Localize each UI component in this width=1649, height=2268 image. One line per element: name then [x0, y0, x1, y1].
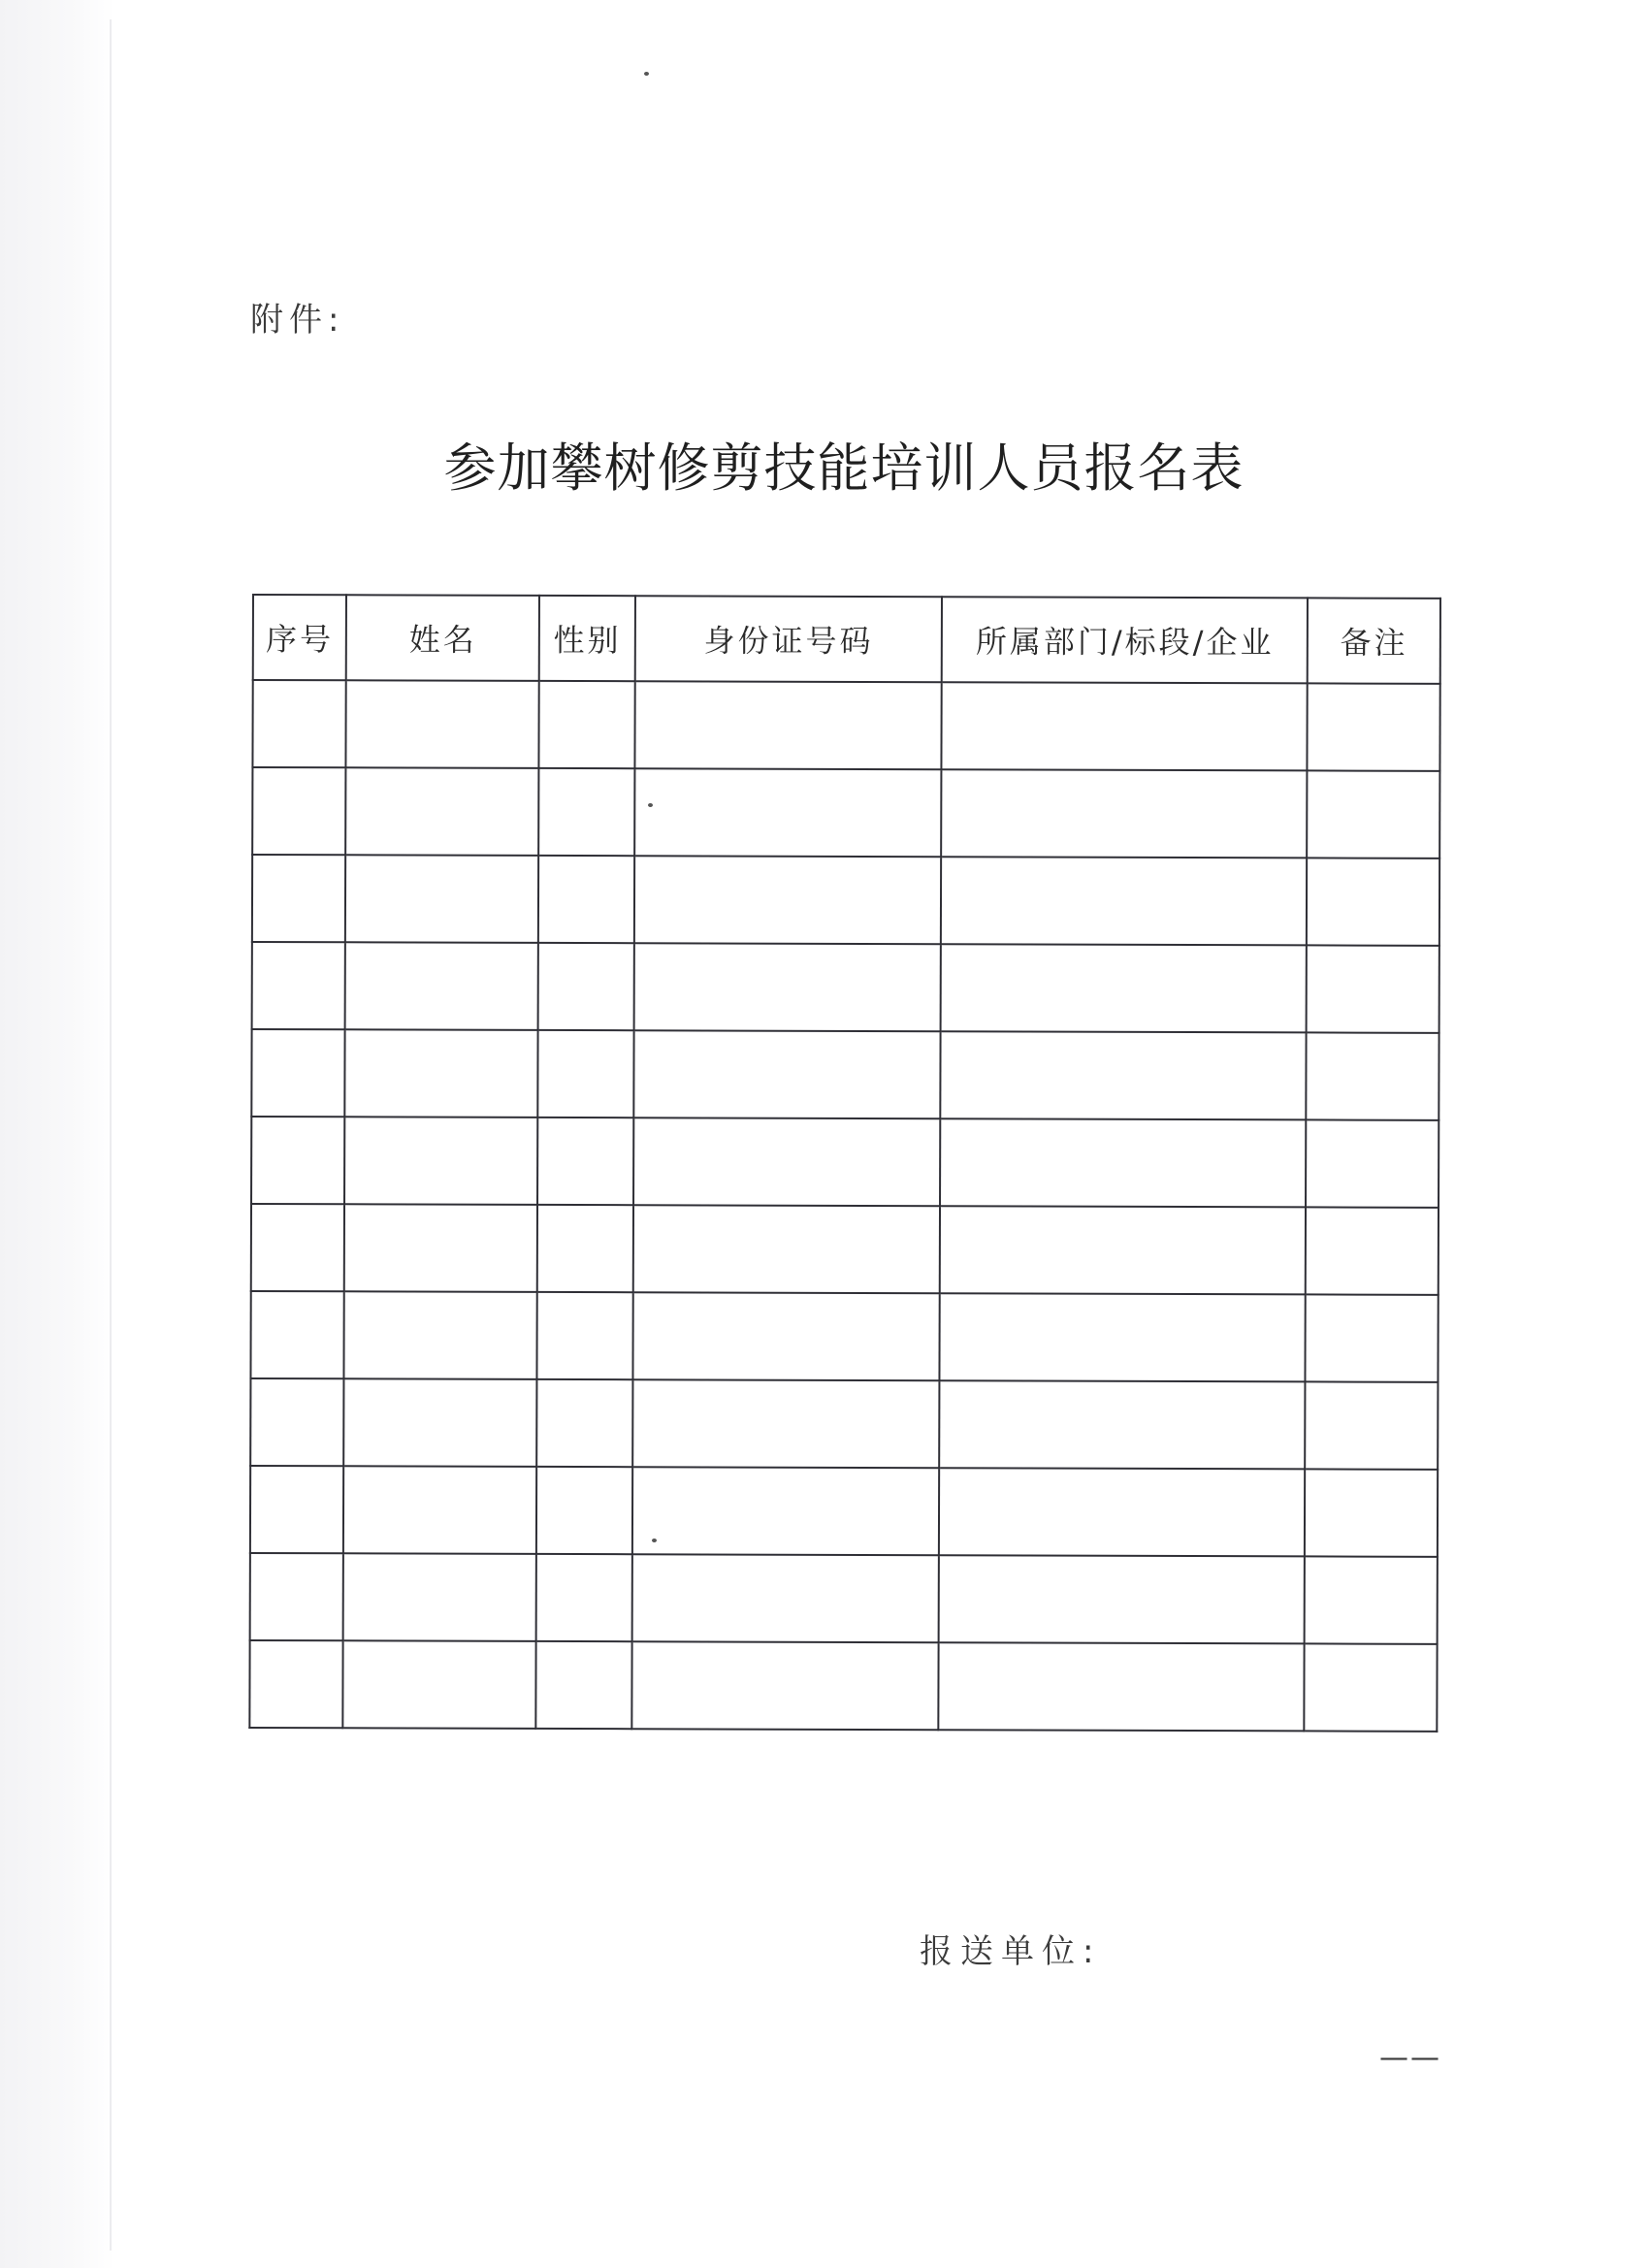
table-row [252, 855, 1439, 946]
table-cell[interactable] [633, 943, 941, 1031]
table-cell[interactable] [942, 682, 1308, 770]
table-cell[interactable] [536, 1641, 632, 1729]
table-row [251, 1204, 1439, 1295]
table-cell[interactable] [250, 1466, 344, 1553]
table-cell[interactable] [632, 1467, 940, 1555]
table-cell[interactable] [634, 856, 942, 944]
page-title: 参加攀树修剪技能培训人员报名表 [443, 437, 1245, 499]
header-serial-number: 序号 [253, 595, 347, 680]
table-cell[interactable] [633, 1030, 941, 1118]
table-cell[interactable] [537, 1292, 633, 1379]
table-cell[interactable] [536, 1554, 632, 1641]
table-cell[interactable] [346, 767, 539, 856]
table-cell[interactable] [344, 1378, 537, 1467]
table-cell[interactable] [343, 1466, 536, 1554]
table-cell[interactable] [343, 1640, 536, 1729]
table-row [252, 680, 1439, 771]
table-cell[interactable] [632, 1292, 940, 1380]
table-cell[interactable] [1307, 945, 1439, 1032]
header-gender: 性别 [539, 596, 635, 681]
scan-speck [644, 72, 649, 76]
table-cell[interactable] [345, 855, 538, 943]
table-cell[interactable] [1305, 1381, 1438, 1469]
table-cell[interactable] [633, 1205, 941, 1293]
table-cell[interactable] [251, 1204, 345, 1291]
header-id-number: 身份证号码 [635, 596, 943, 682]
table-cell[interactable] [250, 1291, 344, 1378]
page-number-mark: —— [1379, 2041, 1441, 2075]
table-cell[interactable] [632, 1379, 940, 1468]
table-cell[interactable] [344, 1291, 537, 1379]
table-cell[interactable] [249, 1640, 343, 1728]
table-cell[interactable] [941, 857, 1307, 945]
table-row [250, 1378, 1438, 1470]
table-cell[interactable] [940, 1380, 1306, 1469]
table-row [252, 942, 1439, 1033]
table-cell[interactable] [632, 1554, 940, 1642]
scan-edge-line [110, 19, 112, 2251]
table-cell[interactable] [537, 1205, 633, 1292]
table-cell[interactable] [252, 767, 346, 855]
table-cell[interactable] [1306, 1294, 1439, 1381]
registration-table [248, 594, 1441, 1733]
table-cell[interactable] [634, 681, 942, 769]
table-cell[interactable] [941, 1031, 1307, 1119]
table-cell[interactable] [939, 1555, 1305, 1643]
table-cell[interactable] [1305, 1643, 1438, 1731]
table-row [252, 767, 1439, 859]
table-cell[interactable] [1305, 1469, 1438, 1556]
table-cell[interactable] [939, 1468, 1305, 1556]
table-cell[interactable] [344, 1117, 537, 1205]
header-department: 所属部门/标段/企业 [942, 597, 1308, 683]
table-row [250, 1466, 1438, 1557]
table-cell[interactable] [941, 944, 1307, 1032]
table-cell[interactable] [942, 769, 1308, 858]
title-container [398, 427, 1290, 502]
table-cell[interactable] [251, 1029, 345, 1117]
table-cell[interactable] [634, 768, 942, 857]
table-cell[interactable] [538, 1030, 634, 1118]
table-cell[interactable] [940, 1293, 1306, 1381]
table-cell[interactable] [252, 680, 346, 767]
table-cell[interactable] [345, 1029, 538, 1118]
scan-shadow-edge [0, 0, 114, 2268]
table-cell[interactable] [345, 942, 538, 1030]
table-cell[interactable] [539, 681, 635, 768]
table-cell[interactable] [252, 942, 346, 1029]
table-cell[interactable] [250, 1553, 344, 1640]
table-cell[interactable] [539, 768, 635, 856]
table-cell[interactable] [344, 1204, 537, 1292]
table-cell[interactable] [251, 1117, 345, 1204]
table-cell[interactable] [538, 856, 634, 943]
table-cell[interactable] [536, 1467, 632, 1554]
table-header-row [253, 595, 1440, 684]
attachment-label: 附件: [250, 301, 345, 340]
table-cell[interactable] [1306, 1119, 1439, 1207]
table-cell[interactable] [1308, 683, 1440, 770]
table-cell[interactable] [346, 680, 539, 768]
table-cell[interactable] [940, 1118, 1306, 1207]
submitting-unit-label: 报送单位: [920, 1932, 1102, 1971]
header-remarks: 备注 [1308, 598, 1440, 683]
table-row [251, 1029, 1439, 1120]
table-row [249, 1640, 1437, 1732]
table-cell[interactable] [343, 1553, 536, 1641]
table-cell[interactable] [939, 1642, 1305, 1731]
table-cell[interactable] [633, 1118, 941, 1206]
table-cell[interactable] [538, 943, 634, 1030]
table-cell[interactable] [537, 1379, 633, 1467]
table-cell[interactable] [537, 1118, 633, 1205]
table-row [251, 1117, 1439, 1208]
table-cell[interactable] [1307, 858, 1439, 945]
table-cell[interactable] [1306, 1207, 1439, 1294]
table-row [250, 1553, 1438, 1644]
table-cell[interactable] [1307, 770, 1439, 858]
table-cell[interactable] [1305, 1556, 1438, 1643]
table-cell[interactable] [250, 1378, 344, 1466]
table-row [250, 1291, 1438, 1382]
table-cell[interactable] [631, 1641, 939, 1730]
header-name: 姓名 [346, 595, 539, 681]
table-cell[interactable] [940, 1206, 1306, 1294]
table-cell[interactable] [1307, 1032, 1439, 1119]
table-cell[interactable] [252, 855, 346, 942]
